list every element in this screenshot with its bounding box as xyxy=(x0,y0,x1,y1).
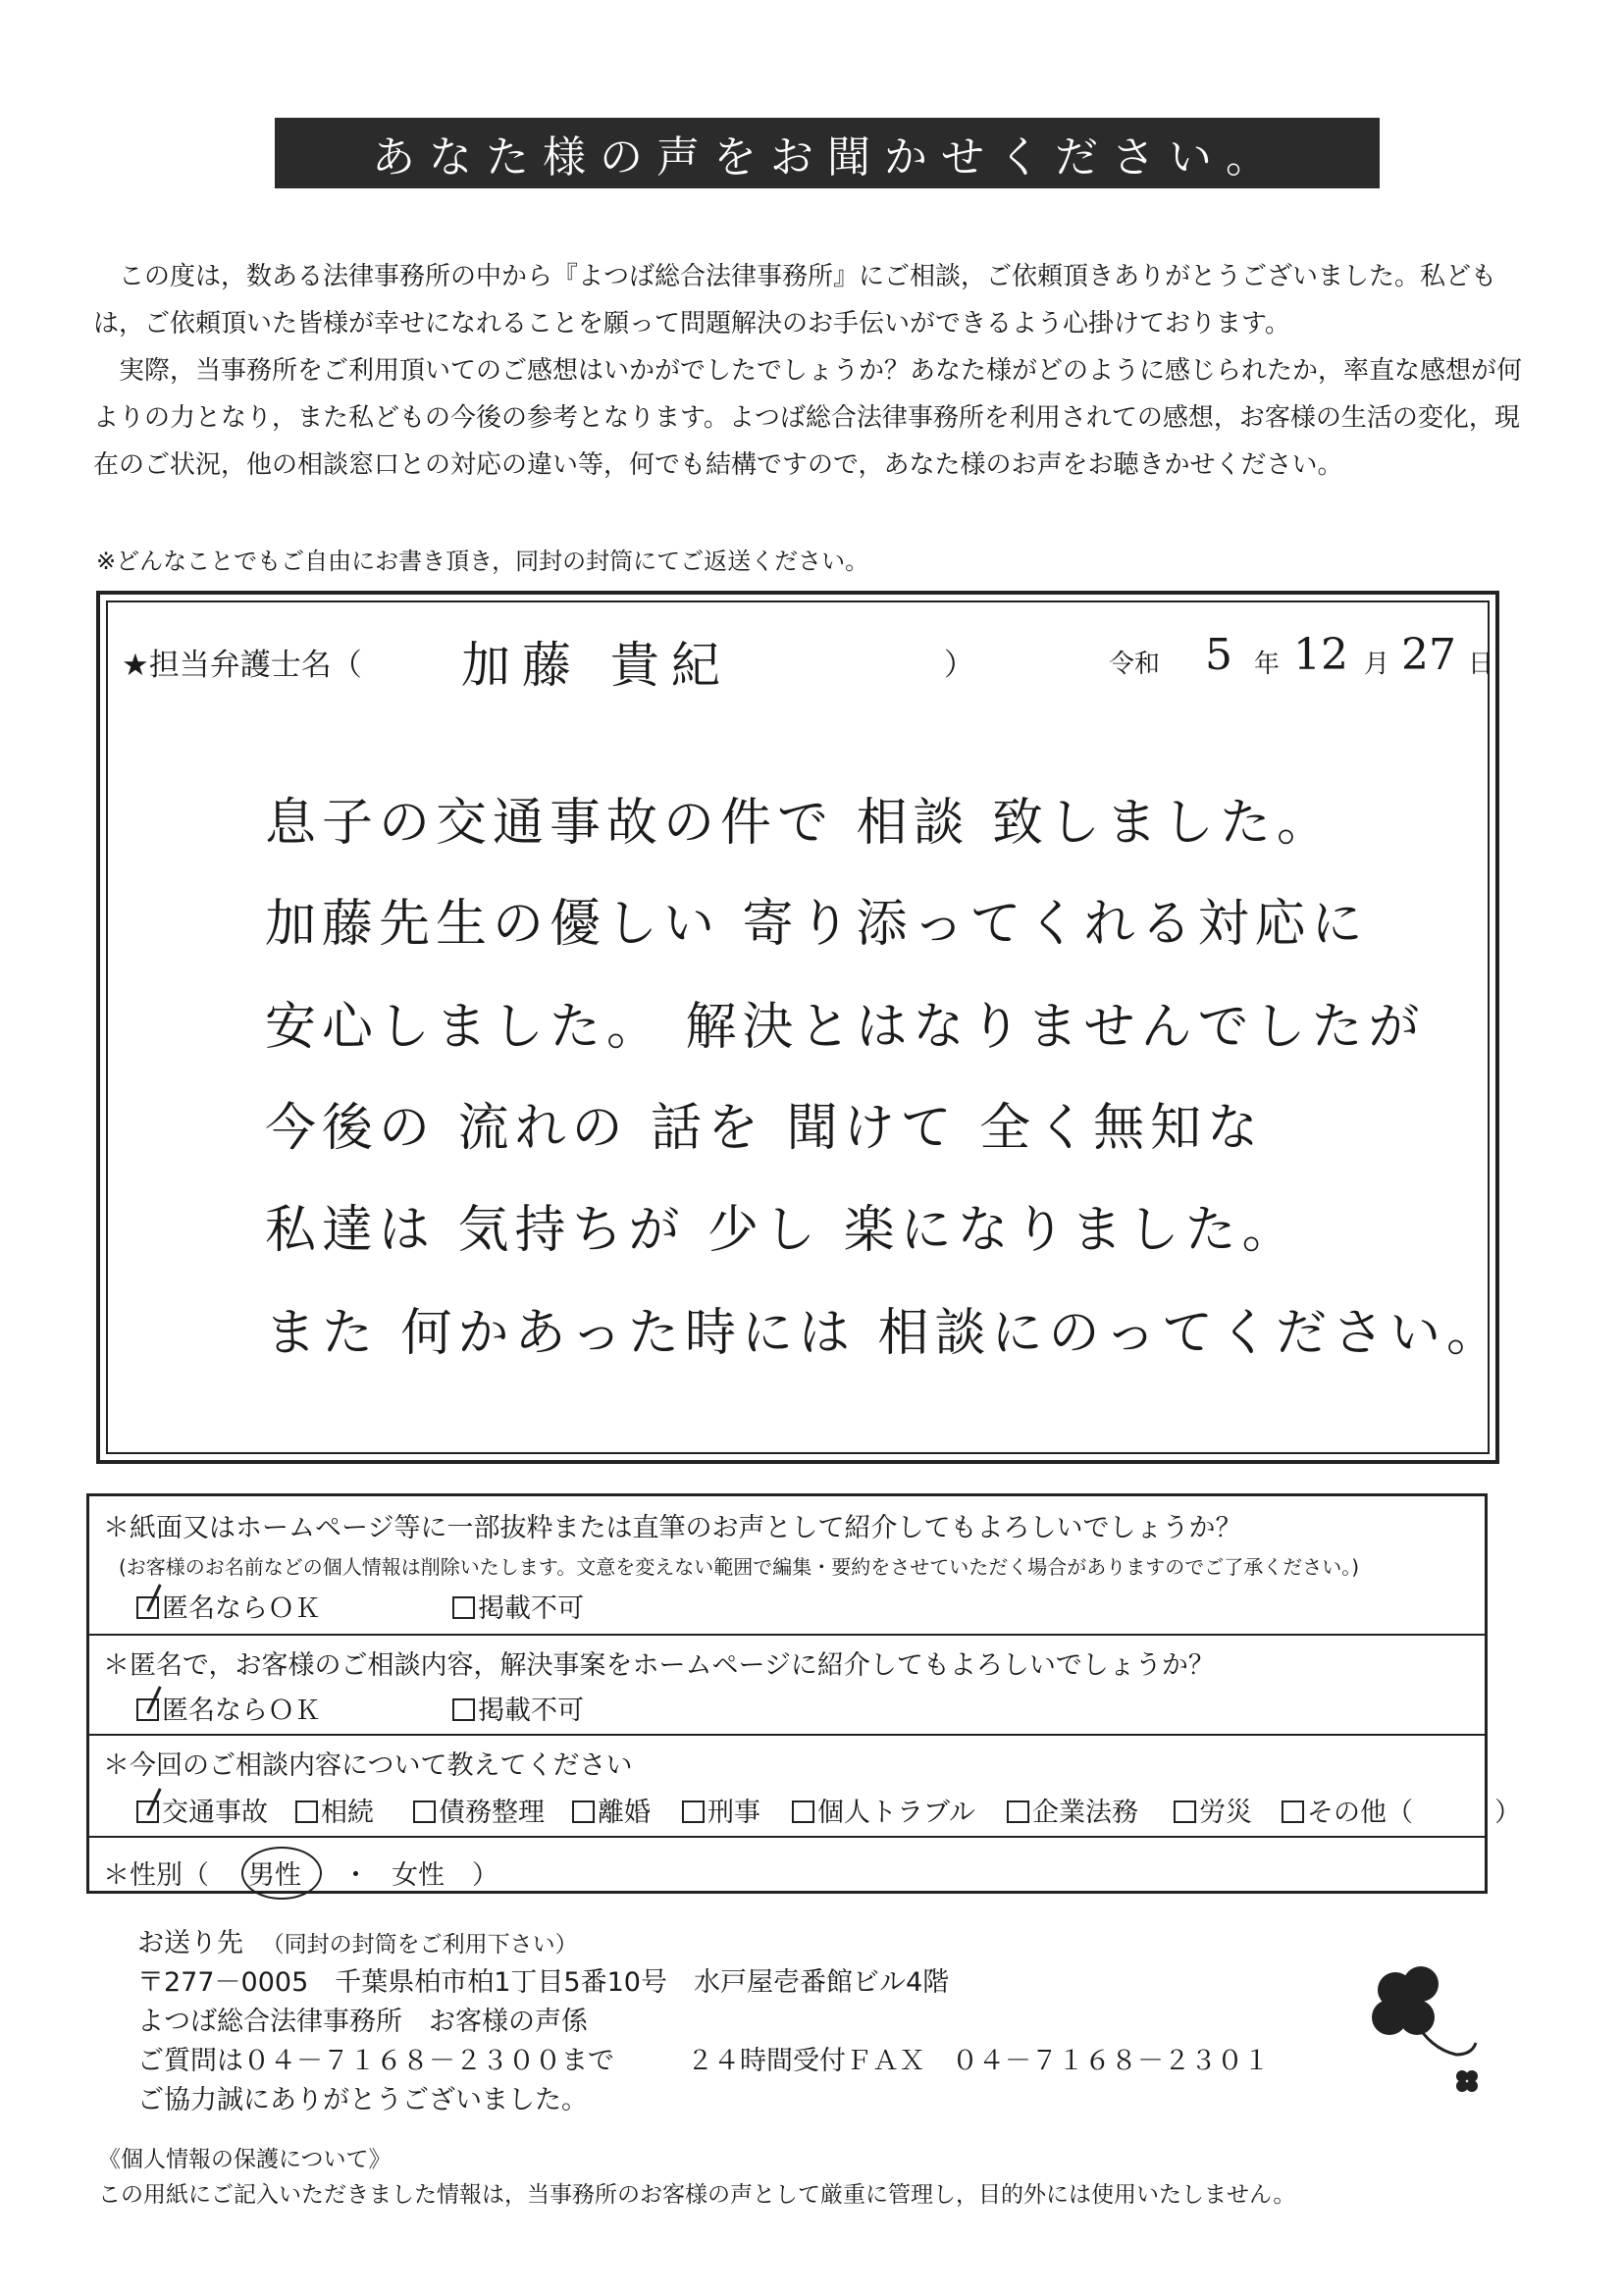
comment-line: また 何かあった時には 相談にのってください。 xyxy=(265,1304,1504,1363)
q3-option-label: 相続 xyxy=(321,1798,374,1828)
q2-option-ok[interactable] xyxy=(136,1689,321,1727)
checkbox[interactable] xyxy=(295,1800,318,1823)
checkbox[interactable] xyxy=(572,1800,595,1823)
lawyer-label-close: ） xyxy=(944,648,974,683)
q3-option[interactable] xyxy=(295,1791,374,1829)
comment-box xyxy=(96,591,1504,1464)
q3-option-label: 企業法務 xyxy=(1032,1798,1138,1828)
q3-option-label: 交通事故 xyxy=(162,1798,268,1828)
date-day: 27 xyxy=(1401,630,1456,680)
checkbox[interactable] xyxy=(452,1596,475,1619)
q2-option-ok-label: 匿名ならＯＫ xyxy=(162,1696,321,1726)
gender-female[interactable]: 女性 xyxy=(392,1860,445,1891)
q2-option-ng[interactable] xyxy=(452,1689,584,1727)
q3-option[interactable] xyxy=(1282,1791,1413,1829)
checkbox-checked[interactable] xyxy=(136,1698,159,1721)
comment-line: 今後の 流れの 話を 聞けて 全く無知な xyxy=(265,1099,1265,1158)
privacy-title: 《個人情報の保護について》 xyxy=(98,2147,392,2172)
gender-close: ） xyxy=(472,1860,498,1891)
send-to xyxy=(137,1921,578,1959)
checkbox[interactable] xyxy=(682,1800,705,1823)
checkbox[interactable] xyxy=(1007,1800,1029,1823)
q3-other-close: ） xyxy=(1494,1798,1521,1828)
comment-line: 加藤先生の優しい 寄り添ってくれる対応に xyxy=(265,895,1369,954)
page-title: あなた様の声をお聞かせください。 xyxy=(275,118,1380,188)
send-to-label: お送り先 xyxy=(137,1928,243,1958)
month-label: 月 xyxy=(1364,650,1390,679)
send-to-note: （同封の封筒をご利用下さい） xyxy=(261,1932,578,1957)
address: 〒277－0005 千葉県柏市柏1丁目5番10号 水戸屋壱番館ビル4階 xyxy=(137,1967,950,1998)
q3-option[interactable] xyxy=(1007,1791,1138,1829)
question-table xyxy=(86,1493,1521,1894)
comment-line: 息子の交通事故の件で 相談 致しました。 xyxy=(265,794,1335,853)
q3-option-label: その他（ xyxy=(1307,1798,1413,1828)
lawyer-label: ★担当弁護士名（ xyxy=(122,648,362,683)
fax: ２４時間受付ＦＡＸ ０４－７１６８－２３０１ xyxy=(687,2046,1270,2076)
q1-option-ng[interactable] xyxy=(452,1587,584,1625)
checkbox-checked[interactable] xyxy=(136,1800,159,1823)
intro-paragraph-2: 実際，当事務所をご利用頂いてのご感想はいかがでしたでしょうか？あなた様がどのように感じられたか，率直な感想が何よりの力となり，また私どもの今後の参考となります。よつば総合法律事務所を利用されての感想，お客様の生活の変化，現在のご状況，他の相談窓口との対応の違い等，何でも結構ですので，あなた様のお声をお聴きかせください。 xyxy=(93,356,1523,480)
q3-text: ＊今回のご相談内容について教えてください xyxy=(103,1750,633,1781)
day-label: 日 xyxy=(1468,650,1494,679)
lawyer-name: 加藤 貴紀 xyxy=(461,637,732,694)
q3-option[interactable] xyxy=(682,1791,760,1829)
clover-icon xyxy=(1362,1960,1490,2108)
year-label: 年 xyxy=(1254,650,1281,679)
date-month: 12 xyxy=(1293,630,1348,680)
q3-option[interactable] xyxy=(792,1791,975,1829)
checkbox[interactable] xyxy=(1174,1800,1196,1823)
q1-option-ng-label: 掲載不可 xyxy=(478,1593,584,1624)
q1-option-ok[interactable] xyxy=(136,1587,321,1625)
office-name: よつば総合法律事務所 お客様の声係 xyxy=(137,2007,588,2037)
privacy-text: この用紙にご記入いただきました情報は，当事務所のお客様の声として厳重に管理し，目的外には使用いたしません。 xyxy=(98,2182,1296,2208)
q1-text: ＊紙面又はホームページ等に一部抜粋または直筆のお声として紹介してもよろしいでしょうか？ xyxy=(103,1513,1242,1543)
comment-line: 安心しました。 解決とはなりませんでしたが xyxy=(265,998,1426,1057)
q3-option-label: 労災 xyxy=(1199,1798,1252,1828)
date-year: 5 xyxy=(1205,630,1232,680)
q2-text: ＊匿名で，お客様のご相談内容，解決事案をホームページに紹介してもよろしいでしょうか？ xyxy=(103,1650,1215,1681)
intro-paragraph-1: この度は，数ある法律事務所の中から『よつば総合法律事務所』にご相談，ご依頼頂きありがとうございました。私どもは，ご依頼頂いた皆様が幸せになれることを願って問題解決のお手伝いができるよう心掛けております。 xyxy=(93,262,1497,339)
comment-line: 私達は 気持ちが 少し 楽になりました。 xyxy=(265,1201,1299,1260)
return-note: ※どんなことでもご自由にお書き頂き，同封の封筒にてご返送ください。 xyxy=(96,548,869,575)
q3-option[interactable] xyxy=(1174,1791,1252,1829)
thanks: ご協力誠にありがとうございました。 xyxy=(137,2085,588,2115)
q3-option-label: 離婚 xyxy=(598,1798,651,1828)
checkbox[interactable] xyxy=(452,1698,475,1721)
q3-option-label: 個人トラブル xyxy=(817,1798,975,1828)
checkbox[interactable] xyxy=(1282,1800,1304,1823)
q3-option-label: 刑事 xyxy=(707,1798,760,1828)
q1-option-ok-label: 匿名ならＯＫ xyxy=(162,1593,321,1624)
checkbox-checked[interactable] xyxy=(136,1596,159,1619)
q3-option[interactable] xyxy=(572,1791,651,1829)
checkbox[interactable] xyxy=(413,1800,436,1823)
intro-text xyxy=(93,253,1536,489)
era-label: 令和 xyxy=(1109,650,1161,679)
gender-male[interactable]: 男性 xyxy=(248,1860,301,1891)
q3-option-label: 債務整理 xyxy=(439,1798,545,1828)
q3-option[interactable] xyxy=(136,1791,268,1829)
q1-note: (お客様のお名前などの個人情報は削除いたします。文意を変えない範囲で編集・要約をさせていただく場合がありますのでご了承ください。) xyxy=(119,1555,1360,1579)
q3-option[interactable] xyxy=(413,1791,545,1829)
gender-separator: ・ xyxy=(342,1860,369,1891)
phone: ご質問は０４－７１６８－２３００まで xyxy=(137,2046,614,2076)
q2-option-ng-label: 掲載不可 xyxy=(478,1696,584,1726)
gender-label: ＊性別（ xyxy=(103,1860,209,1891)
checkbox[interactable] xyxy=(792,1800,814,1823)
